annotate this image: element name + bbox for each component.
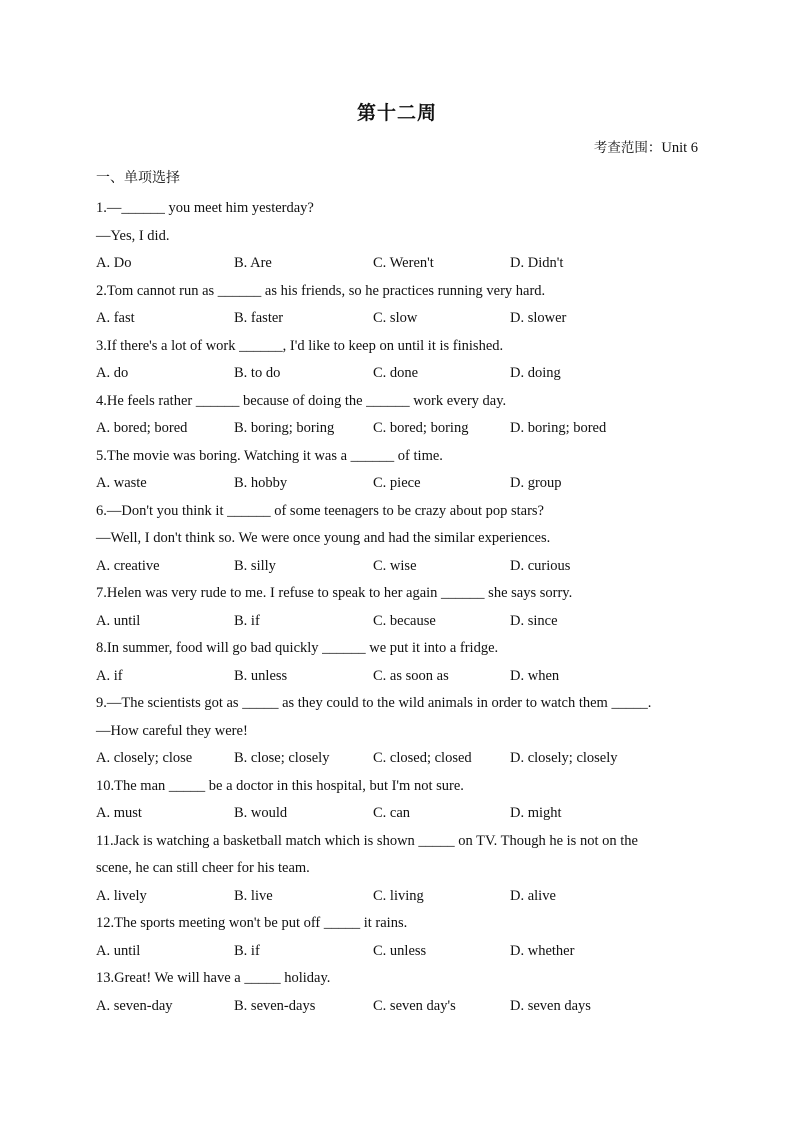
- option-c: C. seven day's: [373, 997, 456, 1014]
- option-c: C. because: [373, 612, 436, 629]
- question-10: [96, 773, 696, 828]
- option-d: D. when: [510, 667, 560, 684]
- option-a: A. creative: [96, 557, 160, 574]
- option-b: B. faster: [234, 310, 284, 326]
- question-text-line: 5.The movie was boring. Watching it was a ______ of time.: [96, 447, 443, 464]
- option-d: D. alive: [510, 887, 556, 904]
- answer-options: [96, 938, 696, 966]
- option-d: D. group: [510, 475, 562, 491]
- answer-options: [96, 553, 696, 581]
- option-c: C. piece: [373, 475, 421, 491]
- question-list: [96, 195, 696, 1020]
- question-text-line: —How careful they were!: [96, 722, 248, 739]
- page-title: 第十二周: [356, 102, 437, 124]
- option-d: D. whether: [510, 942, 575, 959]
- option-c: C. done: [373, 365, 419, 381]
- option-c: C. unless: [373, 942, 427, 959]
- option-b: B. Are: [234, 255, 272, 271]
- question-text-line: 7.Helen was very rude to me. I refuse to speak to her again ______ she says sorry.: [96, 585, 573, 601]
- question-text-line: 12.The sports meeting won't be put off _____ it rains.: [96, 915, 408, 931]
- option-a: A. seven-day: [96, 997, 173, 1014]
- question-text-line: 4.He feels rather ______ because of doing the ______ work every day.: [96, 392, 507, 409]
- answer-options: [96, 800, 696, 828]
- question-9: [96, 690, 696, 773]
- option-d: D. doing: [510, 365, 561, 381]
- option-d: D. boring; bored: [510, 420, 607, 436]
- option-c: C. bored; boring: [373, 420, 469, 436]
- option-c: C. living: [373, 887, 424, 904]
- question-4: [96, 388, 696, 443]
- question-text-line: scene, he can still cheer for his team.: [96, 860, 310, 876]
- answer-options: [96, 608, 696, 636]
- question-text-line: 3.If there's a lot of work ______, I'd like to keep on until it is finished.: [96, 337, 504, 354]
- option-a: A. waste: [96, 475, 147, 491]
- question-6: [96, 498, 696, 581]
- option-b: B. if: [234, 942, 260, 959]
- question-text-line: 11.Jack is watching a basketball match which is shown _____ on TV. Though he is not on the: [96, 832, 638, 849]
- question-11: [96, 828, 696, 911]
- answer-options: [96, 415, 696, 443]
- option-c: C. Weren't: [373, 255, 434, 271]
- answer-options: [96, 470, 696, 498]
- option-c: C. slow: [373, 310, 418, 326]
- option-b: B. boring; boring: [234, 420, 335, 436]
- option-b: B. silly: [234, 557, 276, 574]
- option-d: D. might: [510, 805, 562, 821]
- option-b: B. live: [234, 887, 273, 904]
- question-13: [96, 965, 696, 1020]
- exam-scope: [594, 136, 698, 157]
- question-text-line: 9.—The scientists got as _____ as they could to the wild animals in order to watch them _____.: [96, 695, 652, 711]
- question-text-line: 10.The man _____ be a doctor in this hospital, but I'm not sure.: [96, 777, 464, 794]
- option-a: A. do: [96, 365, 129, 381]
- option-a: A. if: [96, 667, 123, 684]
- option-d: D. Didn't: [510, 255, 564, 271]
- question-5: [96, 443, 696, 498]
- answer-options: [96, 883, 696, 911]
- option-c: C. can: [373, 805, 411, 821]
- question-12: [96, 910, 696, 965]
- option-b: B. to do: [234, 365, 281, 381]
- question-2: [96, 278, 696, 333]
- answer-options: [96, 250, 696, 278]
- option-c: C. as soon as: [373, 667, 449, 684]
- question-3: [96, 333, 696, 388]
- option-b: B. seven-days: [234, 997, 316, 1014]
- option-a: A. must: [96, 805, 142, 821]
- question-7: [96, 580, 696, 635]
- question-text-line: —Yes, I did.: [96, 227, 170, 244]
- option-d: D. closely; closely: [510, 750, 618, 766]
- exam-scope-label: 考查范围：: [593, 140, 662, 156]
- answer-options: [96, 745, 696, 773]
- option-a: A. Do: [96, 255, 132, 271]
- question-text-line: 1.—______ you meet him yesterday?: [96, 200, 314, 216]
- answer-options: [96, 993, 696, 1021]
- question-text-line: 6.—Don't you think it ______ of some teenagers to be crazy about pop stars?: [96, 502, 544, 519]
- question-8: [96, 635, 696, 690]
- option-c: C. wise: [373, 557, 417, 574]
- section-heading: 一、单项选择: [96, 170, 180, 186]
- option-d: D. since: [510, 612, 558, 629]
- option-b: B. would: [234, 805, 288, 821]
- option-d: D. seven days: [510, 997, 591, 1014]
- option-b: B. hobby: [234, 475, 288, 491]
- question-text-line: —Well, I don't think so. We were once young and had the similar experiences.: [96, 530, 551, 546]
- option-a: A. fast: [96, 310, 135, 326]
- question-text-line: 13.Great! We will have a _____ holiday.: [96, 970, 331, 986]
- question-1: [96, 195, 696, 278]
- answer-options: [96, 663, 696, 691]
- option-d: D. slower: [510, 310, 567, 326]
- option-a: A. lively: [96, 887, 147, 904]
- answer-options: [96, 305, 696, 333]
- option-c: C. closed; closed: [373, 750, 472, 766]
- question-text-line: 2.Tom cannot run as ______ as his friends, so he practices running very hard.: [96, 282, 546, 299]
- option-a: A. bored; bored: [96, 420, 188, 436]
- option-b: B. close; closely: [234, 750, 330, 766]
- option-a: A. until: [96, 612, 141, 629]
- option-a: A. until: [96, 942, 141, 959]
- option-b: B. if: [234, 612, 260, 629]
- answer-options: [96, 360, 696, 388]
- option-b: B. unless: [234, 667, 288, 684]
- question-text-line: 8.In summer, food will go bad quickly ______ we put it into a fridge.: [96, 640, 499, 656]
- option-d: D. curious: [510, 557, 571, 574]
- exam-scope-value: Unit 6: [661, 140, 698, 156]
- option-a: A. closely; close: [96, 750, 193, 766]
